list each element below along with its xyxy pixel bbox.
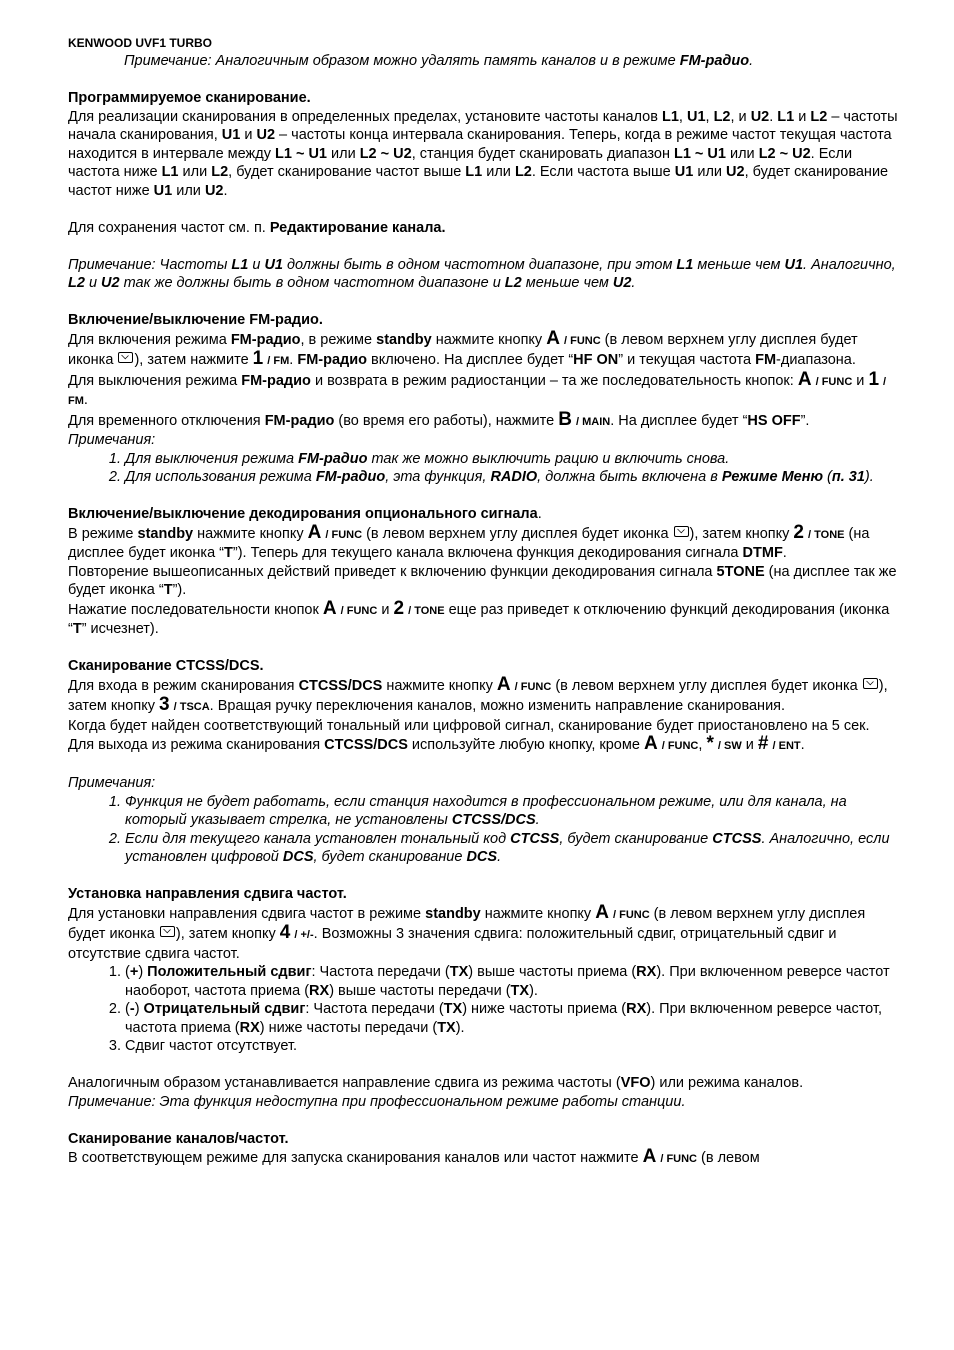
envelope-icon xyxy=(118,352,133,363)
envelope-icon xyxy=(160,926,175,937)
notes-label: Примечания: xyxy=(68,775,156,791)
list-item: 1. Для выключения режима FM-радио так же можно выключить рацию и включить снова. xyxy=(125,450,898,469)
list-item: 1. (+) Положительный сдвиг: Частота передачи (TX) выше частоты приема (RX). При включенном реверсе частот наоборот, частота приема (RX) выше частоты передачи (TX). xyxy=(125,963,898,1000)
paragraph: Для включения режима FM-радио, в режиме standby нажмите кнопку A / FUNC (в левом верхнем углу дисплея будет иконка ), затем нажмите 1 / FM. FM-радио включено. На дисплее будет “HF ON” и текущая частота FM-диапазона. xyxy=(68,327,858,369)
paragraph: Аналогичным образом устанавливается направление сдвига из режима частоты (VFO) или режима каналов. xyxy=(68,1075,804,1091)
paragraph: Для сохранения частот см. п. Редактирование канала. xyxy=(68,219,446,236)
section-title-decoding: Включение/выключение декодирования опционального сигнала. xyxy=(68,506,542,522)
list-item: 3. Сдвиг частот отсутствует. xyxy=(125,1037,898,1056)
paragraph: Нажатие последовательности кнопок A / FUNC и 2 / TONE еще раз приведет к отключению функций декодирования (иконка “T” исчезнет). xyxy=(68,597,890,637)
paragraph: Для входа в режим сканирования CTCSS/DCS нажмите кнопку A / FUNC (в левом верхнем углу дисплея будет иконка ), затем кнопку 3 / TSCA. Вращая ручку переключения каналов, можно изменить направление сканирования. xyxy=(68,673,888,715)
shift-list xyxy=(68,963,898,1056)
envelope-icon xyxy=(863,678,878,689)
note-top: Примечание: Аналогичным образом можно удалять память каналов и в режиме FM-радио. xyxy=(124,53,754,69)
section-title-fm-radio: Включение/выключение FM-радио. xyxy=(68,312,323,328)
list-item: 2. Если для текущего канала установлен тональный код CTCSS, будет сканирование CTCSS. Аналогично, если установлен цифровой DCS, будет сканирование DCS. xyxy=(125,830,898,867)
paragraph: Когда будет найден соответствующий тональный или цифровой сигнал, сканирование будет приостановлено на 5 сек. Для выхода из режима сканирования CTCSS/DCS используйте любую кнопку, кроме A / FUNC, * / SW и # / ENT. xyxy=(68,717,870,754)
page-header: KENWOOD UVF1 TURBO xyxy=(68,36,212,50)
notes-label: Примечания: xyxy=(68,432,156,448)
note-paragraph: Примечание: Частоты L1 и U1 должны быть в одном частотном диапазоне, при этом L1 меньше чем U1. Аналогично, L2 и U2 так же должны быть в одном частотном диапазоне и L2 меньше чем U2. xyxy=(68,256,896,291)
section-title-shift: Установка направления сдвига частот. xyxy=(68,886,347,902)
paragraph: Повторение вышеописанных действий приведет к включению функции декодирования сигнала 5TONE (на дисплее так же будет иконка “T”). xyxy=(68,563,897,598)
paragraph: Для реализации сканирования в определенных пределах, установите частоты каналов L1, U1, L2, и U2. L1 и L2 – частоты начала сканирования, U1 и U2 – частоты конца интервала сканирования. Теперь, когда в режиме частот текущая частота находится в интервале между L1 ~ U1 или L2 ~ U2, станция будет сканировать диапазон L1 ~ U1 или L2 ~ U2. Если частота ниже L1 или L2, будет сканирование частот выше L1 или L2. Если частота выше U1 или U2, будет сканирование частот ниже U1 или U2. xyxy=(68,108,898,199)
section-title-programmable-scan: Программируемое сканирование. xyxy=(68,90,311,106)
section-title-channel-scan: Сканирование каналов/частот. xyxy=(68,1130,289,1147)
note-paragraph: Примечание: Эта функция недоступна при профессиональном режиме работы станции. xyxy=(68,1093,686,1110)
document-page xyxy=(68,34,898,1169)
notes-list xyxy=(68,793,898,867)
paragraph: Для временного отключения FM-радио (во время его работы), нажмите B / MAIN. На дисплее будет “HS OFF”. xyxy=(68,408,810,430)
envelope-icon xyxy=(674,526,689,537)
list-item: 1. Функция не будет работать, если станция находится в профессиональном режиме, или для канала, на который указывает стрелка, не установлены CTCSS/DCS. xyxy=(125,793,898,830)
paragraph: Для установки направления сдвига частот в режиме standby нажмите кнопку A / FUNC (в левом верхнем углу дисплея будет иконка ), затем кнопку 4 / +/-. Возможны 3 значения сдвига: положительный сдвиг, отрицательный сдвиг и отсутствие сдвига частот. xyxy=(68,901,866,962)
paragraph: В соответствующем режиме для запуска сканирования каналов или частот нажмите A / FUNC (в левом xyxy=(68,1146,760,1167)
section-title-ctcss: Сканирование CTCSS/DCS. xyxy=(68,658,264,674)
list-item: 2. Для использования режима FM-радио, эта функция, RADIO, должна быть включена в Режиме Меню (п. 31). xyxy=(125,468,898,487)
paragraph: Для выключения режима FM-радио и возврата в режим радиостанции – та же последовательность кнопок: A / FUNC и 1 / FM. xyxy=(68,368,887,408)
list-item: 2. (-) Отрицательный сдвиг: Частота передачи (TX) ниже частоты приема (RX). При включенном реверсе частот, частота приема (RX) ниже частоты передачи (TX). xyxy=(125,1000,898,1037)
paragraph: В режиме standby нажмите кнопку A / FUNC (в левом верхнем углу дисплея будет иконка ), затем кнопку 2 / TONE (на дисплее будет иконка “T”). Теперь для текущего канала включена функция декодирования сигнала DTMF. xyxy=(68,521,870,561)
notes-list xyxy=(68,450,898,487)
